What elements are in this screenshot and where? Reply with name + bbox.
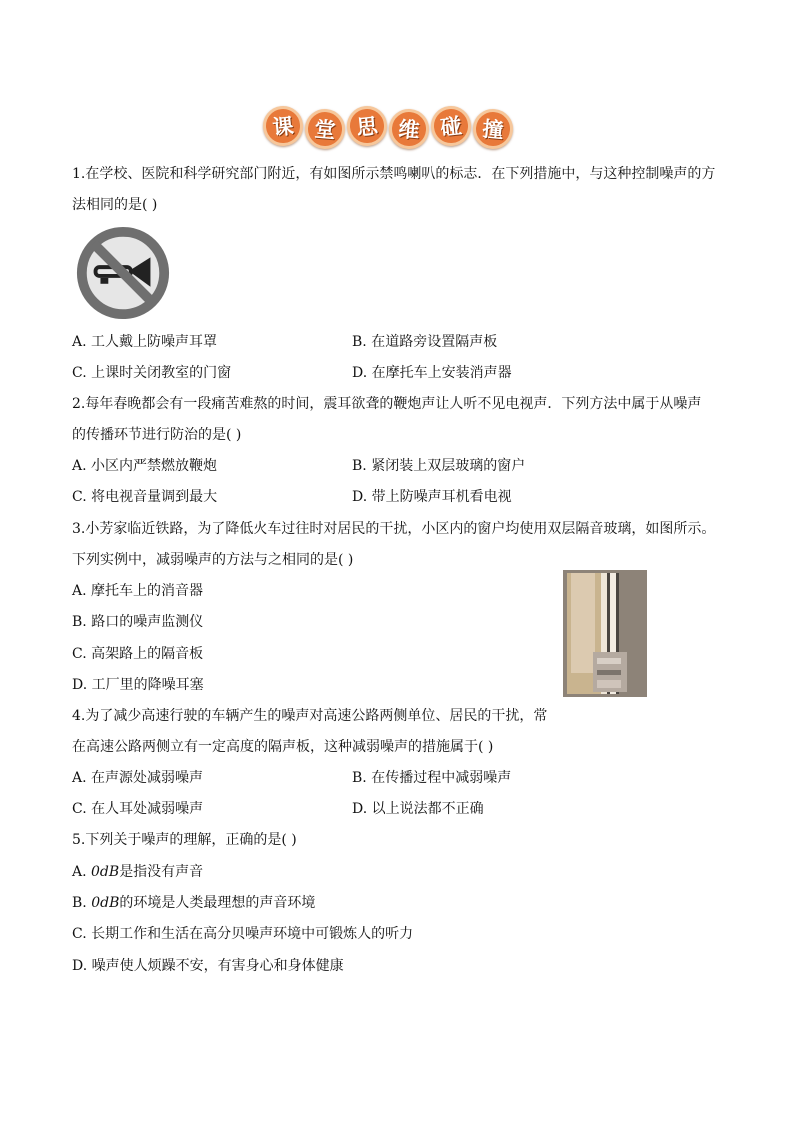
- q5-option-c[interactable]: C. 长期工作和生活在高分贝噪声环境中可锻炼人的听力: [72, 926, 414, 942]
- title-char: 课: [261, 104, 305, 148]
- q3-option-d[interactable]: D. 工厂里的降噪耳塞: [72, 677, 204, 693]
- q4-option-a[interactable]: A. 在声源处减弱噪声: [72, 770, 204, 786]
- q3-stem-line1: 3.小芳家临近铁路，为了降低火车过往时对居民的干扰，小区内的窗户均使用双层隔音玻璃，如图所示。: [72, 521, 716, 537]
- title-char: 堂: [303, 107, 346, 150]
- q1-option-d[interactable]: D. 在摩托车上安装消声器: [352, 365, 512, 381]
- q3-stem-line2: 下列实例中，减弱噪声的方法与之相同的是( ): [72, 552, 354, 568]
- option-prefix: B.: [72, 895, 92, 911]
- q5-option-a[interactable]: [72, 863, 203, 881]
- q1-option-a[interactable]: A. 工人戴上防噪声耳罩: [72, 334, 218, 350]
- title-char: 思: [345, 104, 389, 148]
- q2-stem-line1: 2.每年春晚都会有一段痛苦难熬的时间，震耳欲聋的鞭炮声让人听不见电视声．下列方法中属于从噪声: [72, 396, 702, 412]
- q1-stem-line1: 1.在学校、医院和科学研究部门附近，有如图所示禁鸣喇叭的标志．在下列措施中，与这种控制噪声的方: [72, 166, 716, 182]
- q2-option-b[interactable]: B. 紧闭装上双层玻璃的窗户: [352, 458, 526, 474]
- q4-option-c[interactable]: C. 在人耳处减弱噪声: [72, 801, 204, 817]
- q5-option-d[interactable]: D. 噪声使人烦躁不安，有害身心和身体健康: [72, 958, 344, 974]
- no-horn-sign-image: [74, 224, 172, 322]
- q3-option-a[interactable]: A. 摩托车上的消音器: [72, 583, 204, 599]
- q2-option-c[interactable]: C. 将电视音量调到最大: [72, 489, 218, 505]
- double-glazed-window-image: [563, 570, 647, 697]
- decibel-value: 0dB: [91, 864, 120, 880]
- q2-stem-line2: 的传播环节进行防治的是( ): [72, 427, 242, 443]
- option-text: 是指没有声音: [119, 864, 204, 880]
- q4-option-b[interactable]: B. 在传播过程中减弱噪声: [352, 770, 512, 786]
- q4-option-d[interactable]: D. 以上说法都不正确: [352, 801, 484, 817]
- option-text: 的环境是人类最理想的声音环境: [119, 895, 316, 911]
- q2-option-d[interactable]: D. 带上防噪声耳机看电视: [352, 489, 512, 505]
- q1-option-b[interactable]: B. 在道路旁设置隔声板: [352, 334, 498, 350]
- q3-option-b[interactable]: B. 路口的噪声监测仪: [72, 614, 204, 630]
- q4-stem-line2: 在高速公路两侧立有一定高度的隔声板，这种减弱噪声的措施属于( ): [72, 739, 494, 755]
- title-char: 撞: [471, 107, 514, 150]
- decibel-value: 0dB: [91, 895, 120, 911]
- section-title: [263, 107, 513, 147]
- q1-stem-line2: 法相同的是( ): [72, 197, 158, 213]
- option-prefix: A.: [72, 864, 92, 880]
- q5-option-b[interactable]: [72, 894, 315, 912]
- q1-option-c[interactable]: C. 上课时关闭教室的门窗: [72, 365, 232, 381]
- q3-option-c[interactable]: C. 高架路上的隔音板: [72, 646, 204, 662]
- q2-option-a[interactable]: A. 小区内严禁燃放鞭炮: [72, 458, 218, 474]
- q4-stem-line1: 4.为了减少高速行驶的车辆产生的噪声对高速公路两侧单位、居民的干扰，常: [72, 708, 548, 724]
- title-char: 维: [387, 107, 430, 150]
- q5-stem: 5.下列关于噪声的理解，正确的是( ): [72, 832, 297, 848]
- title-char: 碰: [429, 104, 473, 148]
